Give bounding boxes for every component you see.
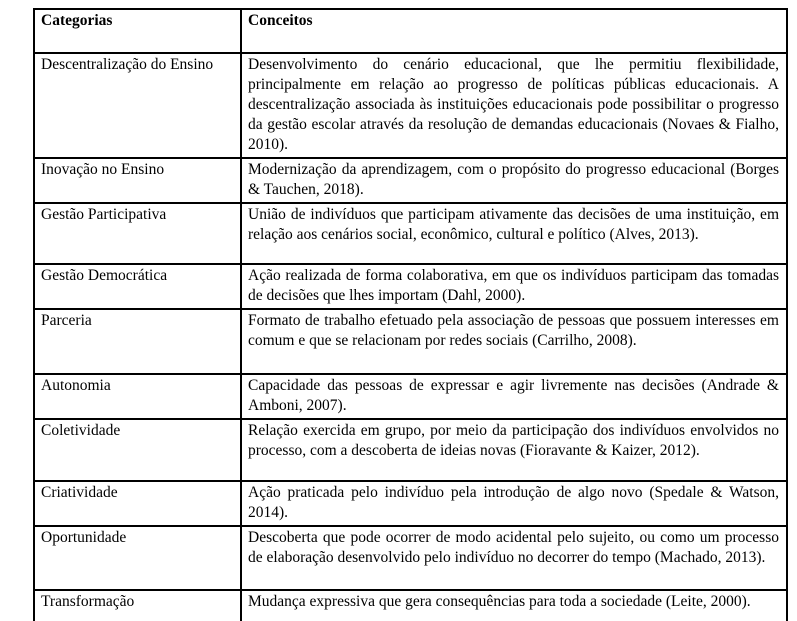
- concept-cell: Formato de trabalho efetuado pela associação de pessoas que possuem interesses em comum e que se relacionam por redes sociais (Carrilho, 2008).: [241, 309, 787, 374]
- concept-cell: União de indivíduos que participam ativamente das decisões de uma instituição, em relação aos cenários social, econômico, cultural e político (Alves, 2013).: [241, 203, 787, 264]
- table-row: [34, 203, 787, 264]
- category-cell: Gestão Democrática: [34, 264, 241, 309]
- concept-cell: Ação realizada de forma colaborativa, em que os indivíduos participam das tomadas de decisões que lhes importam (Dahl, 2000).: [241, 264, 787, 309]
- column-header-conceitos: Conceitos: [241, 9, 787, 53]
- category-cell: Autonomia: [34, 374, 241, 419]
- table-row: [34, 264, 787, 309]
- concept-cell: Capacidade das pessoas de expressar e agir livremente nas decisões (Andrade & Amboni, 2007).: [241, 374, 787, 419]
- table-header-row: [34, 9, 787, 53]
- concept-cell: Modernização da aprendizagem, com o propósito do progresso educacional (Borges & Tauchen, 2018).: [241, 158, 787, 203]
- table-row: [34, 526, 787, 590]
- concept-cell: Descoberta que pode ocorrer de modo acidental pelo sujeito, ou como um processo de elaboração desenvolvido pelo indivíduo no decorrer do tempo (Machado, 2013).: [241, 526, 787, 590]
- table-row: [34, 158, 787, 203]
- table-row: [34, 419, 787, 481]
- concept-cell: Mudança expressiva que gera consequências para toda a sociedade (Leite, 2000).: [241, 590, 787, 621]
- category-cell: Parceria: [34, 309, 241, 374]
- concept-cell: Desenvolvimento do cenário educacional, que lhe permitiu flexibilidade, principalmente em relação ao progresso de políticas públicas educacionais. A descentralização associada às instituições educacionais pode possibilitar o progresso da gestão escolar através da resolução de demandas educacionais (Novaes & Fialho, 2010).: [241, 53, 787, 158]
- concept-cell: Relação exercida em grupo, por meio da participação dos indivíduos envolvidos no processo, com a descoberta de ideias novas (Fioravante & Kaizer, 2012).: [241, 419, 787, 481]
- table-row: [34, 590, 787, 621]
- table-row: [34, 481, 787, 526]
- category-cell: Descentralização do Ensino: [34, 53, 241, 158]
- category-cell: Inovação no Ensino: [34, 158, 241, 203]
- category-cell: Coletividade: [34, 419, 241, 481]
- column-header-categorias: Categorias: [34, 9, 241, 53]
- table-row: [34, 374, 787, 419]
- category-cell: Gestão Participativa: [34, 203, 241, 264]
- concept-cell: Ação praticada pelo indivíduo pela introdução de algo novo (Spedale & Watson, 2014).: [241, 481, 787, 526]
- table-row: [34, 309, 787, 374]
- category-cell: Criatividade: [34, 481, 241, 526]
- category-cell: Oportunidade: [34, 526, 241, 590]
- category-cell: Transformação: [34, 590, 241, 621]
- table-row: [34, 53, 787, 158]
- categories-concepts-table: [33, 8, 788, 621]
